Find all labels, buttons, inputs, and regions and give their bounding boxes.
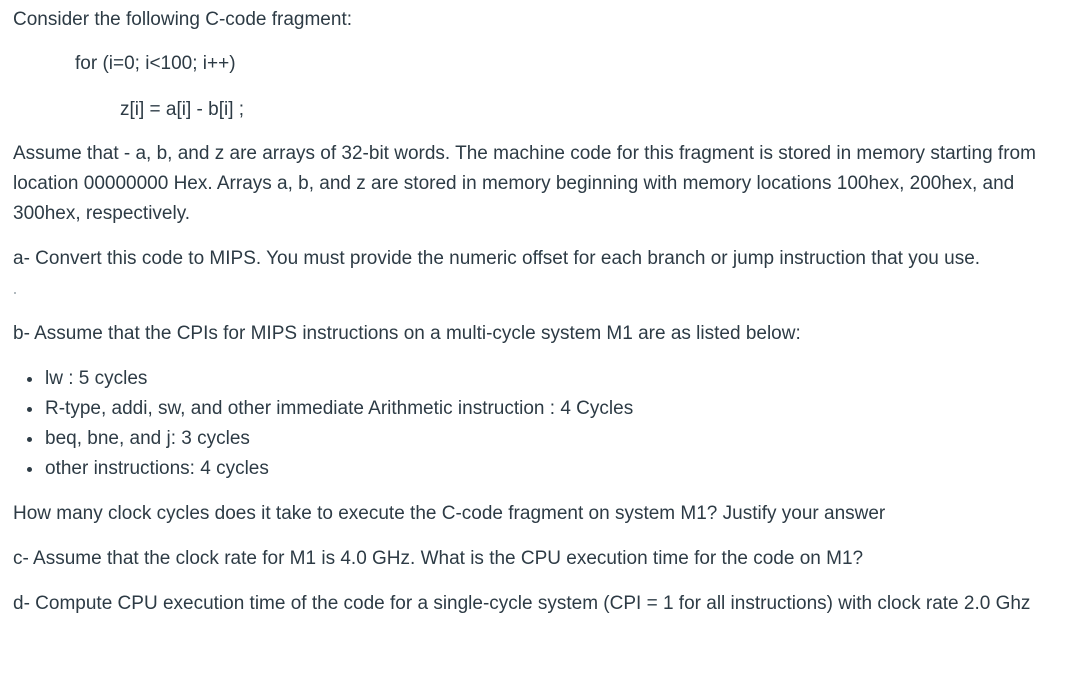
stray-dot [14,292,16,294]
code-line-body: z[i] = a[i] - b[i] ; [120,99,245,120]
list-item [27,454,633,484]
cpi-list [27,364,633,484]
intro-text: Consider the following C-code fragment: [13,9,353,30]
bullet-icon [27,467,32,472]
part-b-text: b- Assume that the CPIs for MIPS instructions on a multi-cycle system M1 are as listed below: [13,323,801,344]
cpi-item-label: lw : 5 cycles [45,368,148,389]
part-c-text: c- Assume that the clock rate for M1 is 4.0 GHz. What is the CPU execution time for the code on M1? [13,548,864,569]
list-item [27,424,633,454]
part-a-text: a- Convert this code to MIPS. You must provide the numeric offset for each branch or jump instruction that you use. [13,248,981,269]
bullet-icon [27,407,32,412]
cpi-item-label: R-type, addi, sw, and other immediate Arithmetic instruction : 4 Cycles [45,398,634,419]
cpi-item-label: beq, bne, and j: 3 cycles [45,428,250,449]
bullet-icon [27,377,32,382]
assumption-paragraph: Assume that - a, b, and z are arrays of 32-bit words. The machine code for this fragment is stored in memory starting from location 00000000 Hex. Arrays a, b, and z are stored in memory beginning with memory locations 100hex, 200hex, and 300hex, respectively. [13,143,1036,224]
list-item [27,394,633,424]
code-line-loop: for (i=0; i<100; i++) [75,53,236,74]
part-d-text: d- Compute CPU execution time of the code for a single-cycle system (CPI = 1 for all instructions) with clock rate 2.0 Ghz [13,593,1031,614]
how-many-question: How many clock cycles does it take to execute the C-code fragment on system M1? Justify your answer [13,503,886,524]
cpi-item-label: other instructions: 4 cycles [45,458,269,479]
list-item [27,364,633,394]
bullet-icon [27,437,32,442]
